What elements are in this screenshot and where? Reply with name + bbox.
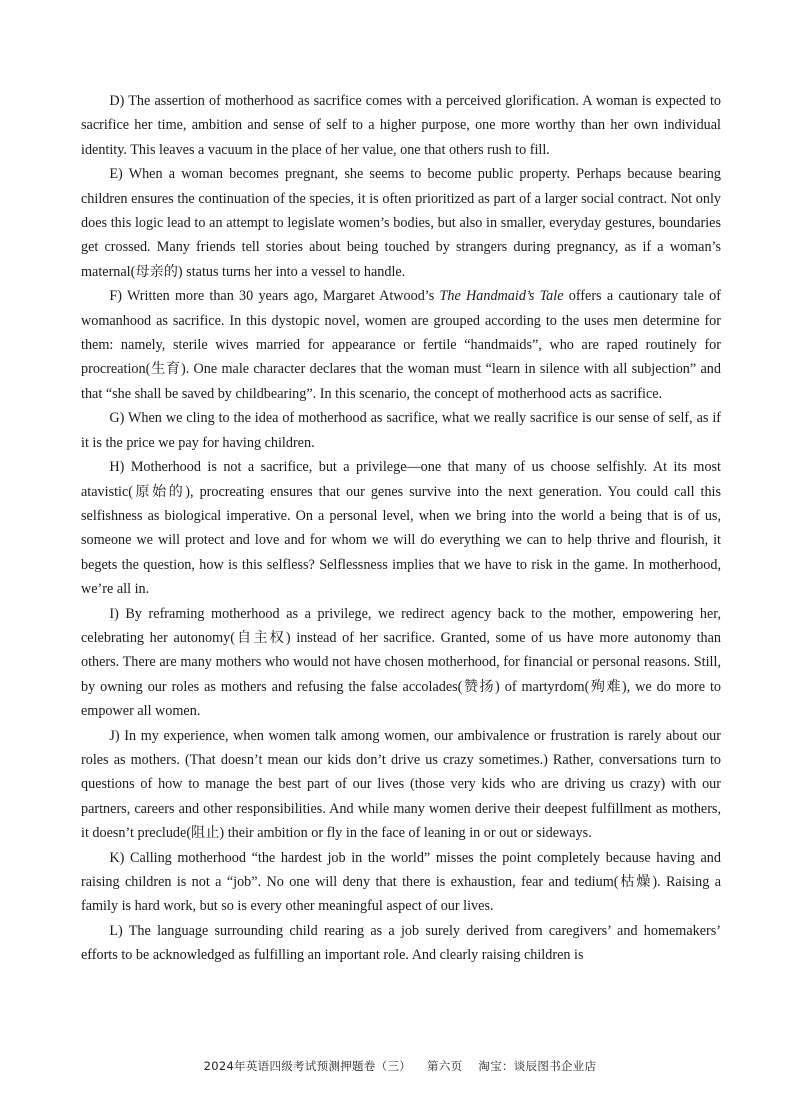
- paragraph-f-before: F) Written more than 30 years ago, Margaret Atwood’s: [109, 288, 440, 305]
- paragraph-g: G) When we cling to the idea of motherhood as sacrifice, what we really sacrifice is our sense of self, as if it is the price we pay for having children.: [81, 410, 721, 451]
- page-footer: [0, 1058, 800, 1074]
- paragraph-j: J) In my experience, when women talk among women, our ambivalence or frustration is rarely about our roles as mothers. (That doesn’t mean our kids don’t drive us crazy sometimes.) Rather, conversations turn to questions of how to manage the best part of our lives (those very kids who are driving us crazy) with our partners, careers and other responsibilities. And while many women derive their deepest fulfillment as mothers, it doesn’t preclude(阻止) their ambition or fly in the face of leaning in or out or sideways.: [81, 727, 721, 842]
- paragraph-i: I) By reframing motherhood as a privilege, we redirect agency back to the mother, empowering her, celebrating her autonomy(自主权) instead of her sacrifice. Granted, some of us have more autonomy than others. There are many mothers who would not have chosen motherhood, for financial or personal reasons. Still, by owning our roles as mothers and refusing the false accolades(赞扬) of martyrdom(殉难), we do more to empower all women.: [81, 605, 721, 720]
- paragraph-d: D) The assertion of motherhood as sacrifice comes with a perceived glorification. A woman is expected to sacrifice her time, ambition and sense of self to a higher purpose, one more worthy than her own individual identity. This leaves a vacuum in the place of her value, one that others rush to fill.: [81, 93, 721, 158]
- book-title: The Handmaid’s Tale: [439, 288, 564, 305]
- footer-shop: 淘宝：谈辰图书企业店: [478, 1059, 597, 1073]
- footer-exam-title: 2024年英语四级考试预测押题卷（三）: [203, 1059, 412, 1073]
- paragraph-k: K) Calling motherhood “the hardest job in the world” misses the point completely because having and raising children is not a “job”. No one will deny that there is exhaustion, fear and tedium(枯燥). Raising a family is hard work, but so is every other meaningful aspect of our lives.: [81, 849, 721, 915]
- article-body: [81, 89, 721, 968]
- paragraph-f-after: offers a cautionary tale of womanhood as sacrifice. In this dystopic novel, women are grouped according to the uses men determine for them: namely, sterile wives married for appearance or fertile “handmaids”, who are raped routinely for procreation(生育). One male character declares that the woman must “learn in silence with all subjection” and that “she shall be saved by childbearing”. In this scenario, the concept of motherhood acts as sacrifice.: [81, 288, 721, 402]
- paragraph-e: E) When a woman becomes pregnant, she seems to become public property. Perhaps because bearing children ensures the continuation of the species, it is often prioritized as part of a larger social contract. Not only does this logic lead to an attempt to legislate women’s bodies, but also in smaller, everyday gestures, boundaries get crossed. Many friends tell stories about being touched by strangers during pregnancy, as if a woman’s maternal(母亲的) status turns her into a vessel to handle.: [81, 166, 721, 280]
- paragraph-f: [81, 284, 721, 406]
- footer-page-label: 第六页: [427, 1059, 463, 1073]
- paragraph-l: L) The language surrounding child rearing as a job surely derived from caregivers’ and homemakers’ efforts to be acknowledged as fulfilling an important role. And clearly raising children is: [81, 922, 721, 964]
- paragraph-h: H) Motherhood is not a sacrifice, but a privilege—one that many of us choose selfishly. At its most atavistic(原始的), procreating ensures that our genes survive into the next generation. You could call this selfishness as biological imperative. On a personal level, when we bring into the world a being that is of us, someone we will protect and love and for whom we will do everything we can to help thrive and flourish, it begets the question, how is this selfless? Selflessness implies that we have to risk in the game. In motherhood, we’re all in.: [81, 459, 721, 598]
